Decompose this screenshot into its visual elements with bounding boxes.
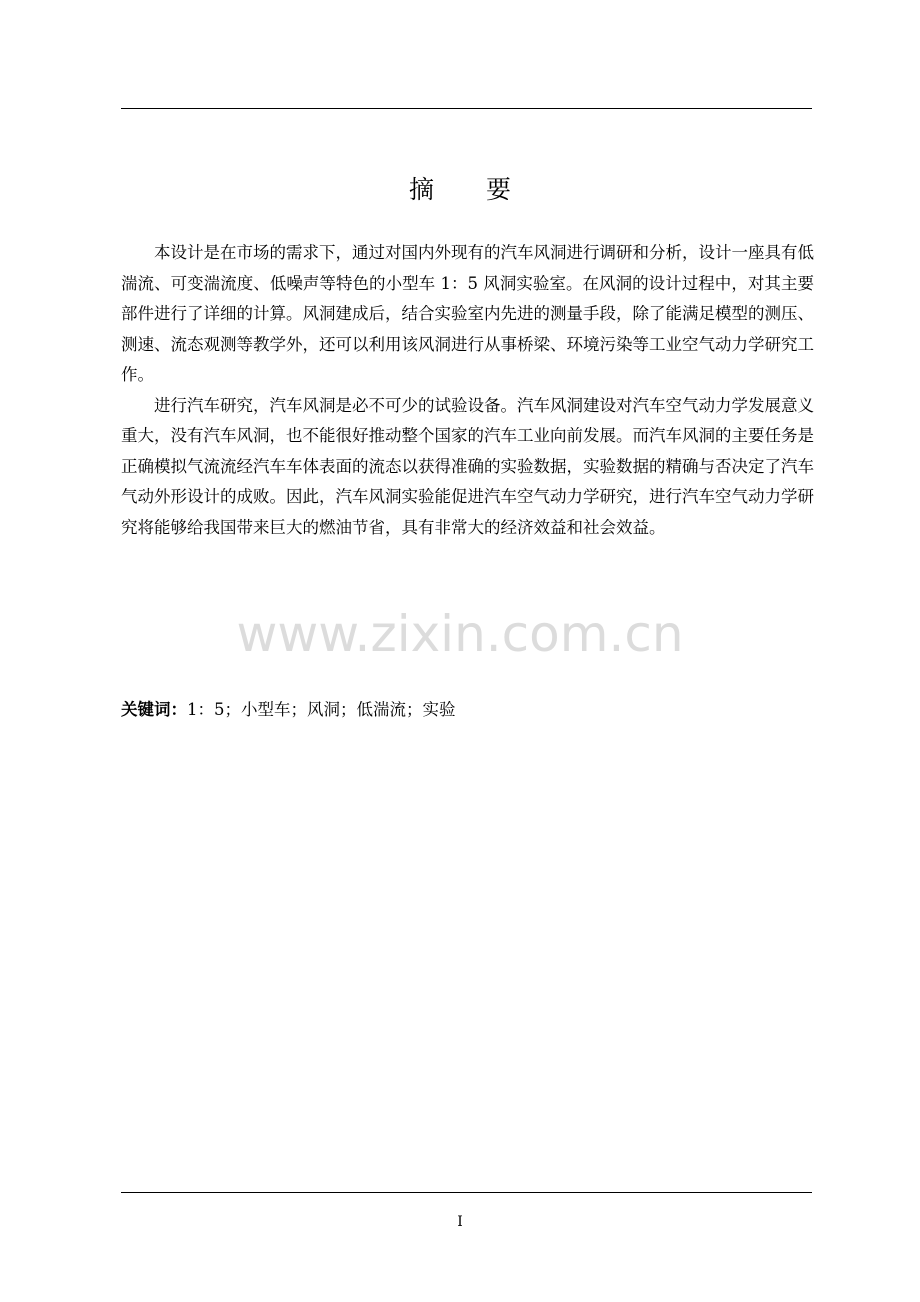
abstract-paragraph-2: 进行汽车研究，汽车风洞是必不可少的试验设备。汽车风洞建设对汽车空气动力学发展意义重大，没有汽车风洞，也不能很好推动整个国家的汽车工业向前发展。而汽车风洞的主要任务是正确模拟气流流经汽车车体表面的流态以获得准确的实验数据，实验数据的精确与否决定了汽车气动外形设计的成败。因此，汽车风洞实验能促进汽车空气动力学研究，进行汽车空气动力学研究将能够给我国带来巨大的燃油节省，具有非常大的经济效益和社会效益。 xyxy=(121,395,814,537)
abstract-body xyxy=(121,238,814,543)
keywords-label: 关键词： xyxy=(121,700,187,719)
keywords-line xyxy=(121,697,456,723)
watermark: www.zixin.com.cn xyxy=(236,605,684,663)
page-number: I xyxy=(457,1214,463,1230)
page-title: 摘 要 xyxy=(409,175,533,204)
abstract-paragraph-1: 本设计是在市场的需求下，通过对国内外现有的汽车风洞进行调研和分析，设计一座具有低湍流、可变湍流度、低噪声等特色的小型车 1：5 风洞实验室。在风洞的设计过程中，对其主要部件进行了详细的计算。风洞建成后，结合实验室内先进的测量手段，除了能满足模型的测压、测速、流态观测等教学外，还可以利用该风洞进行从事桥梁、环境污染等工业空气动力学研究工作。 xyxy=(121,243,814,384)
keywords-value: 1：5；小型车；风洞；低湍流；实验 xyxy=(187,700,456,719)
header-rule xyxy=(121,108,812,109)
footer-rule xyxy=(121,1192,812,1193)
